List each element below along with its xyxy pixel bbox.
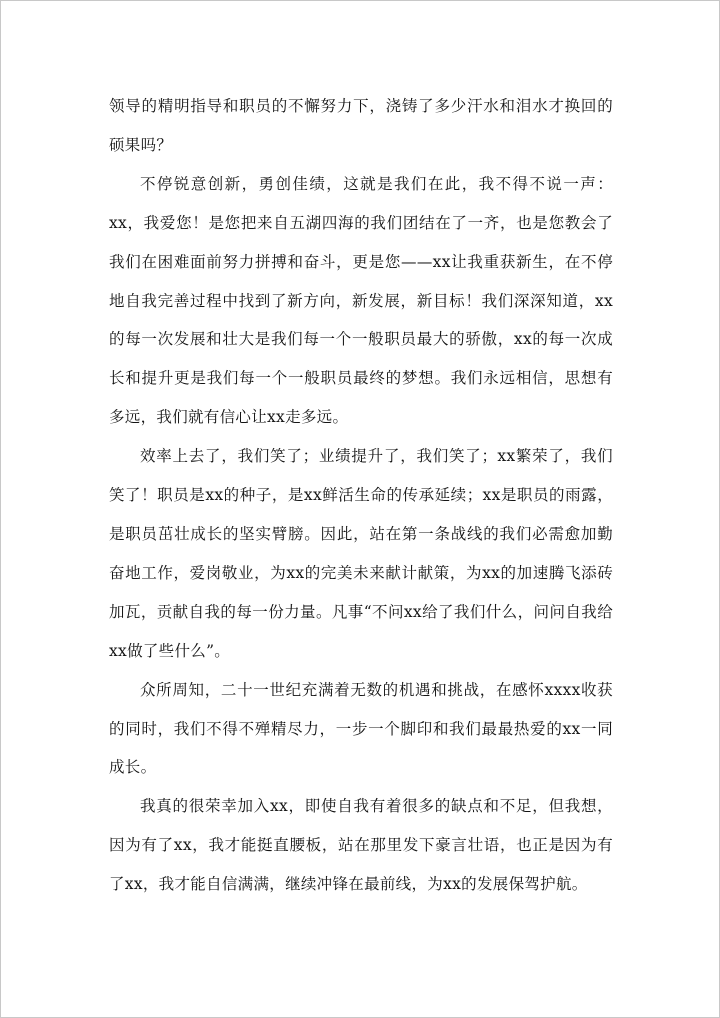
paragraph-efficiency: 效率上去了，我们笑了；业绩提升了，我们笑了；xx繁荣了，我们笑了！职员是xx的种子，是xx鲜活生命的传承延续；xx是职员的雨露，是职员茁壮成长的坚实臂膀。因此，站在第一条战线的我们必需愈加勤奋地工作，爱岗敬业，为xx的完美未来献计献策，为xx的加速腾飞添砖加瓦，贡献自我的每一份力量。凡事“不问xx给了我们什么，问问自我给xx做了些什么”。 bbox=[109, 447, 613, 660]
paragraph-continuation: 领导的精明指导和职员的不懈努力下，浇铸了多少汗水和泪水才换回的硕果吗？ bbox=[109, 97, 613, 154]
document-body bbox=[109, 87, 613, 904]
paragraph-innovation: 不停锐意创新，勇创佳绩，这就是我们在此，我不得不说一声：xx，我爱您！是您把来自五湖四海的我们团结在了一齐，也是您教会了我们在困难面前努力拼搏和奋斗，更是您——xx让我重获新生，在不停地自我完善过程中找到了新方向，新发展，新目标！我们深深知道，xx的每一次发展和壮大是我们每一个一般职员最大的骄傲，xx的每一次成长和提升更是我们每一个一般职员最终的梦想。我们永远相信，思想有多远，我们就有信心让xx走多远。 bbox=[109, 174, 613, 427]
paragraph-honored: 我真的很荣幸加入xx，即使自我有着很多的缺点和不足，但我想，因为有了xx，我才能挺直腰板，站在那里发下豪言壮语，也正是因为有了xx，我才能自信满满，继续冲锋在最前线，为xx的发展保驾护航。 bbox=[109, 797, 613, 894]
paragraph-century: 众所周知，二十一世纪充满着无数的机遇和挑战，在感怀xxxx收获的同时，我们不得不殚精尽力，一步一个脚印和我们最最热爱的xx一同成长。 bbox=[109, 680, 613, 777]
